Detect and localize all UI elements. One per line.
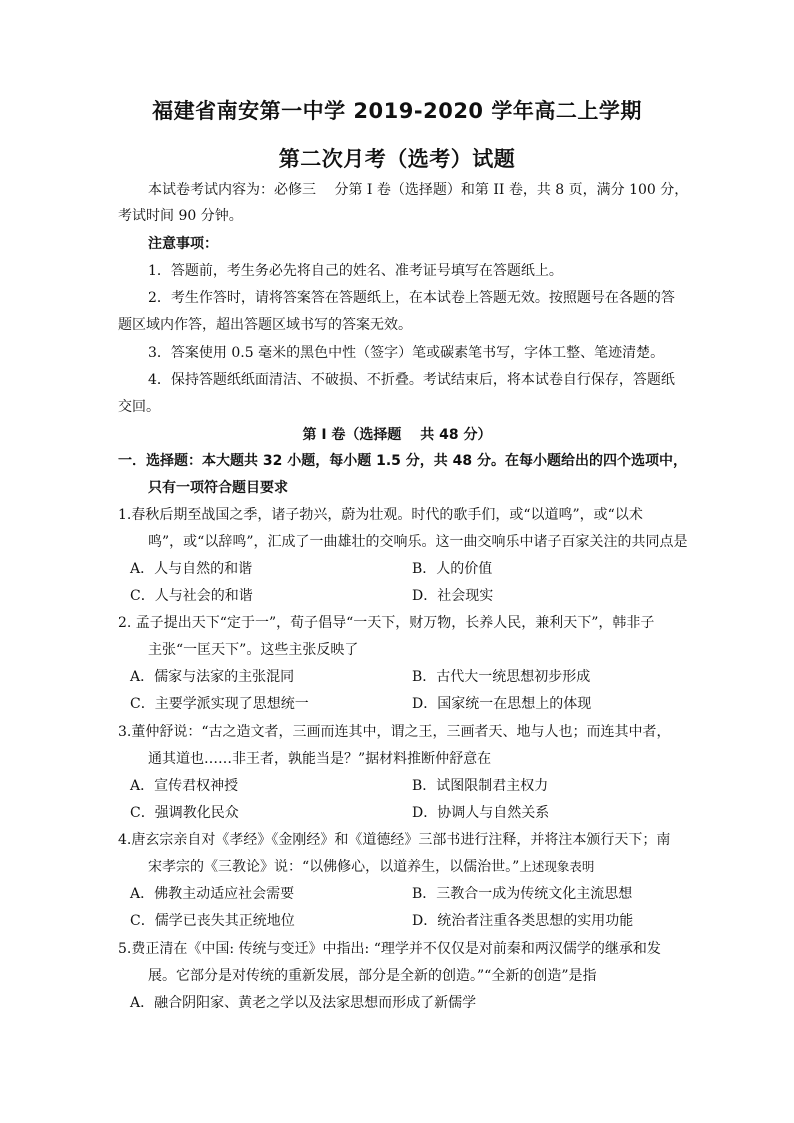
part1-instructions-line1: 一．选择题：本大题共 32 小题，每小题 1.5 分，共 48 分。在每小题给出的四个选项中， (118, 453, 688, 469)
notice-item-2b: 题区域内作答，超出答题区域书写的答案无效。 (118, 317, 412, 333)
question-3-stem-line2: 通其道也……非王者，孰能当是？”据材料推断仲舒意在 (148, 751, 492, 767)
notice-item-1: 1．答题前，考生务必先将自己的姓名、准考证号填写在答题纸上。 (148, 263, 563, 279)
question-4-stem-line1: 4.唐玄宗亲自对《孝经》《金刚经》和《道德经》三部书进行注释，并将注本颁行天下；南 (118, 832, 671, 848)
intro-line1: 本试卷考试内容为：必修三 分第 I 卷（选择题）和第 II 卷，共 8 页，满分 100 分， (148, 182, 689, 198)
question-3-option-c: C．强调教化民众 (130, 805, 239, 821)
notice-item-4a: 4．保持答题纸纸面清洁、不破损、不折叠。考试结束后，将本试卷自行保存，答题纸 (148, 372, 675, 388)
question-3-option-a: A．宣传君权神授 (130, 778, 239, 794)
notice-item-2a: 2．考生作答时，请将答案答在答题纸上，在本试卷上答题无效。按照题号在各题的答 (148, 290, 675, 306)
question-1-stem-line1: 1.春秋后期至战国之季，诸子勃兴，蔚为壮观。时代的歌手们，或“以道鸣”，或“以术 (118, 507, 643, 523)
question-5-stem-line2: 展。它部分是对传统的重新发展，部分是全新的创造。”“全新的创造”是指 (148, 968, 597, 984)
question-4-option-c: C．儒学已丧失其正统地位 (130, 913, 295, 929)
question-1-stem-line2: 鸣”，或“以辞鸣”，汇成了一曲雄壮的交响乐。这一曲交响乐中诸子百家关注的共同点是 (148, 534, 688, 550)
question-5-stem-line1: 5.费正清在《中国: 传统与变迁》中指出: “理学并不仅仅是对前秦和两汉儒学的继承和发 (118, 941, 661, 957)
question-2-stem-line1: 2. 孟子提出天下“定于一”，荀子倡导“一天下，财万物，长养人民，兼利天下”，韩非子 (118, 615, 655, 631)
part1-instructions-line2: 只有一项符合题目要求 (148, 480, 288, 496)
question-2-option-c: C．主要学派实现了思想统一 (130, 696, 309, 712)
question-4-option-d: D．统治者注重各类思想的实用功能 (412, 913, 634, 929)
notice-item-3: 3．答案使用 0.5 毫米的黑色中性（签字）笔或碳素笔书写，字体工整、笔迹清楚。 (148, 345, 665, 361)
question-2-stem-line2: 主张“一匡天下”。这些主张反映了 (148, 642, 359, 658)
question-1-option-b: B．人的价值 (412, 561, 493, 577)
section-heading: 第 I 卷（选择题 共 48 分） (302, 427, 492, 443)
question-1-option-d: D．社会现实 (412, 588, 494, 604)
question-3-option-b: B．试图限制君主权力 (412, 778, 549, 794)
question-1-option-a: A．人与自然的和谐 (130, 561, 253, 577)
exam-title-line2: 第二次月考（选考）试题 (278, 147, 516, 171)
question-2-option-d: D．国家统一在思想上的体现 (412, 696, 592, 712)
question-1-option-c: C．人与社会的和谐 (130, 588, 253, 604)
notice-heading: 注意事项： (148, 236, 218, 252)
question-2-option-a: A．儒家与法家的主张混同 (130, 669, 295, 685)
intro-line2: 考试时间 90 分钟。 (118, 208, 243, 224)
question-3-stem-line1: 3.董仲舒说：“古之造文者，三画而连其中，谓之王，三画者天、地与人也；而连其中者， (118, 724, 671, 740)
question-2-option-b: B．古代大一统思想初步形成 (412, 669, 591, 685)
question-3-option-d: D．协调人与自然关系 (412, 805, 550, 821)
question-4-option-b: B．三教合一成为传统文化主流思想 (412, 886, 633, 902)
question-4-option-a: A．佛教主动适应社会需要 (130, 886, 295, 902)
question-4-stem-line2-tail: 上述现象表明 (519, 859, 595, 874)
notice-item-4b: 交回。 (118, 399, 160, 415)
question-4-stem-line2-main: 宋孝宗的《三教论》说：“以佛修心，以道养生，以儒治世。” (148, 859, 520, 875)
exam-title-line1: 福建省南安第一中学 2019-2020 学年高二上学期 (152, 99, 642, 123)
question-5-option-a: A．融合阴阳家、黄老之学以及法家思想而形成了新儒学 (130, 995, 477, 1011)
question-4-stem-line2 (148, 857, 708, 877)
